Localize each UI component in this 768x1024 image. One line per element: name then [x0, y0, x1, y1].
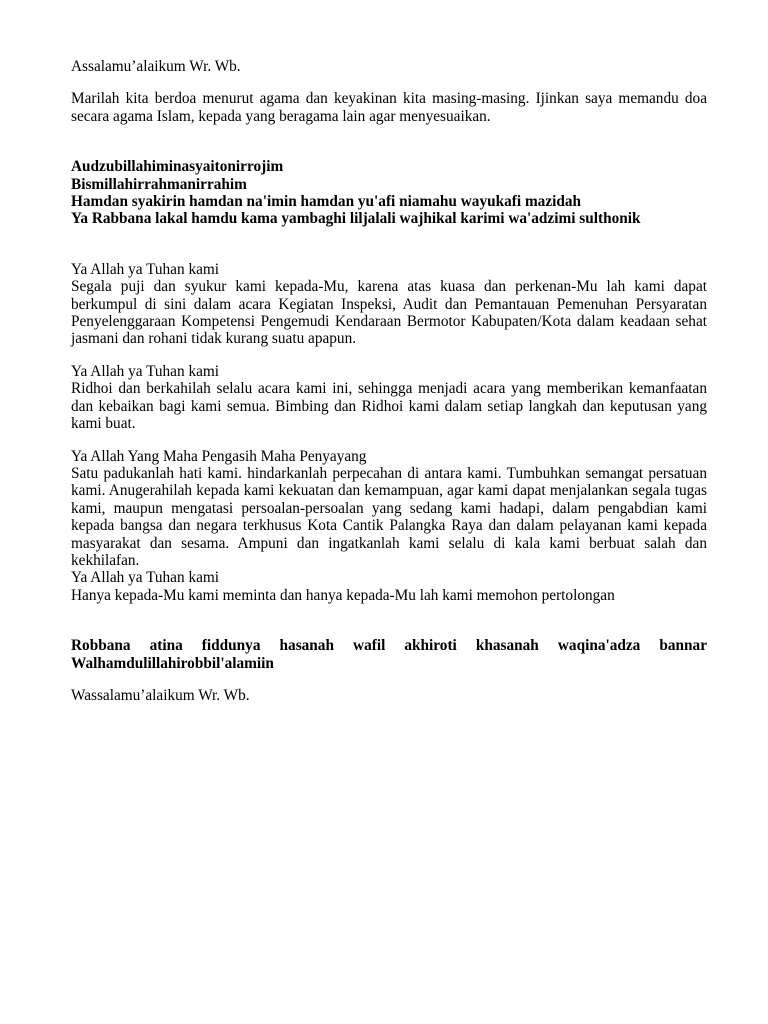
section2-heading: Ya Allah ya Tuhan kami: [71, 362, 220, 380]
arabic-line-4: Ya Rabbana lakal hamdu kama yambaghi liljalali wajhikal karimi wa'adzimi sulthonik: [71, 210, 641, 228]
closing-prayer: Robbana atina fiddunya hasanah wafil akhiroti khasanah waqina'adza bannar Walhamdulillahirobbil'alamiin: [71, 637, 707, 672]
section4-body: Hanya kepada-Mu kami meminta dan hanya kepada-Mu lah kami memohon pertolongan: [71, 586, 615, 604]
arabic-line-3: Hamdan syakirin hamdan na'imin hamdan yu'afi niamahu wayukafi mazidah: [71, 193, 582, 211]
intro-paragraph: Marilah kita berdoa menurut agama dan keyakinan kita masing-masing. Ijinkan saya memandu doa secara agama Islam, kepada yang beragama lain agar menyesuaikan.: [71, 90, 707, 125]
arabic-line-2: Bismillahirrahmanirrahim: [71, 175, 247, 193]
section2-body: Ridhoi dan berkahilah selalu acara kami ini, sehingga menjadi acara yang memberikan kemanfaatan dan kebaikan bagi kami semua. Bimbing dan Ridhoi kami dalam setiap langkah dan keputusan yang kami buat.: [71, 380, 707, 433]
section1-heading: Ya Allah ya Tuhan kami: [71, 260, 220, 278]
document-page: [71, 58, 707, 704]
section1-body: Segala puji dan syukur kami kepada-Mu, karena atas kuasa dan perkenan-Mu lah kami dapat berkumpul di sini dalam acara Kegiatan Inspeksi, Audit dan Pemantauan Pemenuhan Persyaratan Penyelenggaraan Kompetensi Pengemudi Kendaraan Bermotor Kabupaten/Kota dalam keadaan sehat jasmani dan rohani tidak kurang suatu apapun.: [71, 278, 707, 348]
arabic-line-1: Audzubillahiminasyaitonirrojim: [71, 158, 284, 176]
section3-body: Satu padukanlah hati kami. hindarkanlah perpecahan di antara kami. Tumbuhkan semangat persatuan kami. Anugerahilah kepada kami kekuatan dan kemampuan, agar kami dapat menjalankan segala tugas kami, maupun mengatasi persoalan-persoalan yang sedang kami hadapi, dalam pengabdian kami kepada bangsa dan negara terkhusus Kota Cantik Palangka Raya dan dalam pelayanan kami kepada masyarakat dan sesama. Ampuni dan ingatkanlah kami selalu di kala kami berbuat salah dan kekhilafan.: [71, 464, 707, 569]
section3-heading: Ya Allah Yang Maha Pengasih Maha Penyayang: [71, 447, 367, 465]
opening-greeting: Assalamu’alaikum Wr. Wb.: [71, 58, 241, 75]
section4-heading: Ya Allah ya Tuhan kami: [71, 569, 220, 587]
closing-greeting: Wassalamu’alaikum Wr. Wb.: [71, 686, 250, 704]
